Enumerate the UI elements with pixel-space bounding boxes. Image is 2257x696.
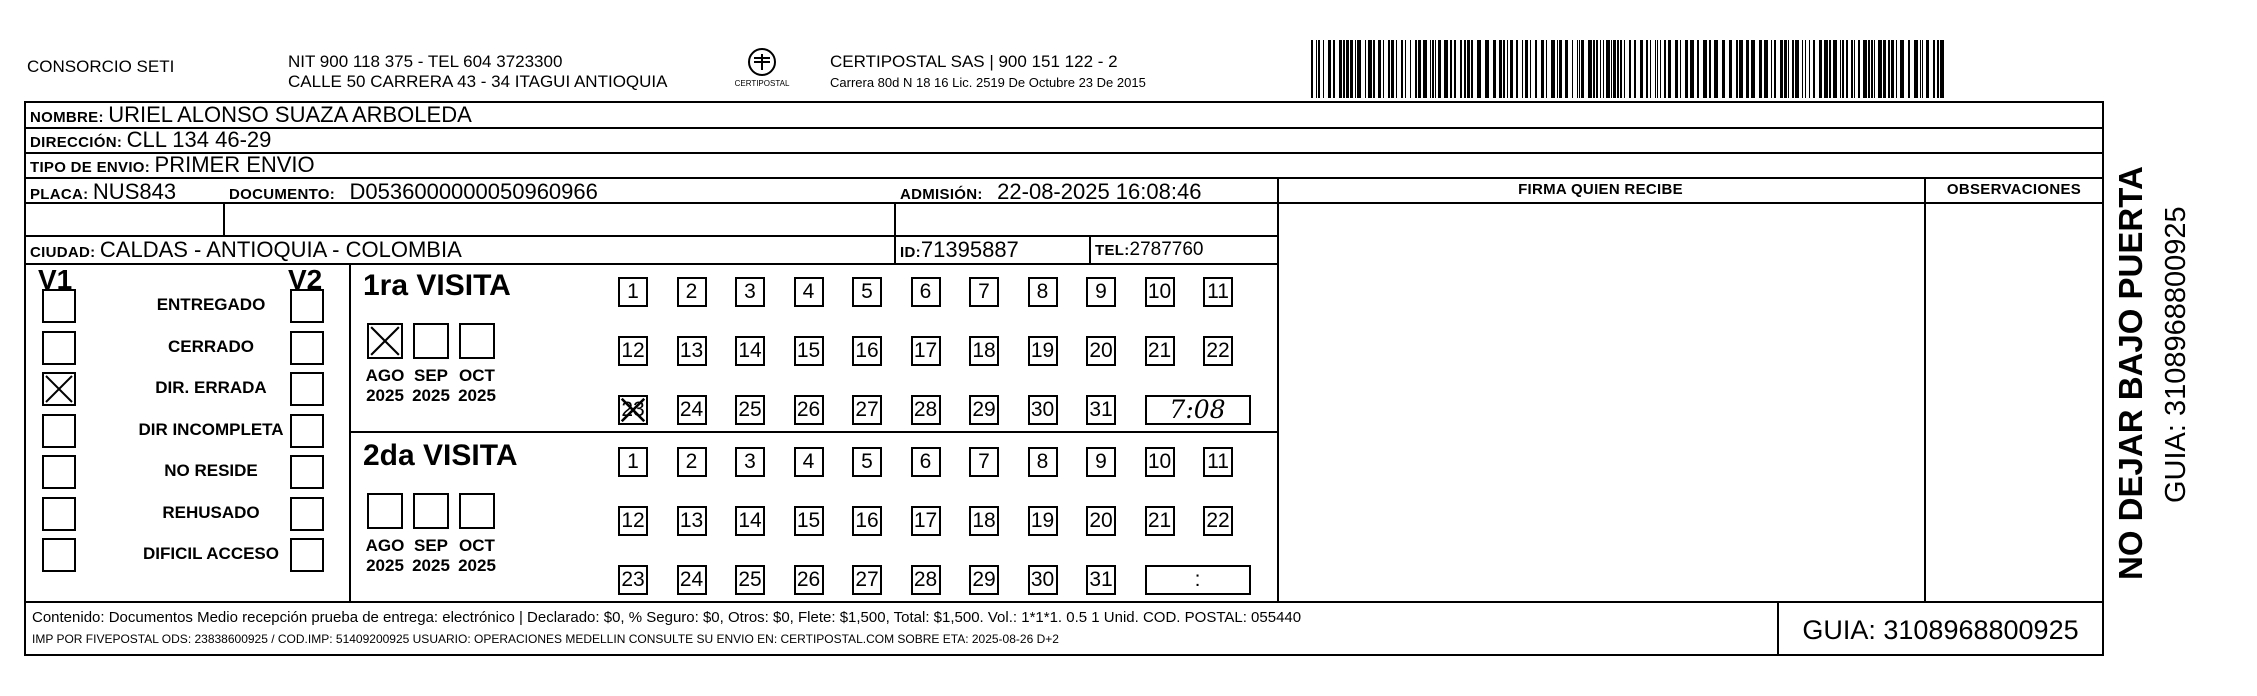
barcode-bar (1620, 40, 1622, 98)
barcode-bar (1922, 40, 1923, 98)
delivery-form (24, 101, 2104, 656)
day-box[interactable]: 30 (1028, 565, 1058, 595)
barcode-bar (1668, 40, 1671, 98)
barcode-bar (1868, 40, 1870, 98)
admision-cell (900, 179, 1201, 208)
barcode-bar (1613, 40, 1616, 98)
barcode-bar (1874, 40, 1875, 98)
barcode (1311, 40, 1945, 98)
month-checkbox[interactable] (367, 323, 403, 359)
v1-checkbox[interactable] (42, 289, 76, 323)
barcode-bar (1813, 40, 1815, 98)
barcode-bar (1819, 40, 1822, 98)
status-label: DIR INCOMPLETA (138, 419, 284, 439)
barcode-bar (1572, 40, 1573, 98)
barcode-bar (1840, 40, 1841, 98)
barcode-bar (1714, 40, 1718, 98)
barcode-bar (1746, 40, 1749, 98)
barcode-bar (1316, 40, 1317, 98)
barcode-bar (1759, 40, 1762, 98)
barcode-bar (1432, 40, 1434, 98)
day-box[interactable]: 8 (1028, 447, 1058, 477)
placa-value: NUS843 (92, 179, 177, 204)
tipo-envio-label: TIPO DE ENVIO: (30, 159, 151, 176)
barcode-bar (1541, 40, 1544, 98)
barcode-bar (1350, 40, 1353, 98)
v2-checkbox[interactable] (290, 455, 324, 489)
barcode-bar (1846, 40, 1848, 98)
logo-text: CERTIPOSTAL (734, 79, 790, 88)
observaciones-header: OBSERVACIONES (1946, 181, 2082, 198)
company-name: CONSORCIO SETI (27, 57, 175, 76)
day-box[interactable]: 18 (969, 336, 999, 366)
barcode-bar (1460, 40, 1462, 98)
barcode-bar (1485, 40, 1489, 98)
day-box[interactable]: 1 (618, 447, 648, 477)
barcode-bar (1318, 40, 1320, 98)
visit-time-box[interactable]: : (1145, 565, 1251, 595)
documento-cell (229, 179, 598, 208)
v2-checkbox[interactable] (290, 331, 324, 365)
v2-checkbox[interactable] (290, 538, 324, 572)
month-year: 2025 (458, 386, 496, 405)
barcode-bar (1611, 40, 1612, 98)
tipo-envio-value: PRIMER ENVIO (154, 152, 315, 177)
day-box[interactable]: 10 (1145, 447, 1175, 477)
barcode-bar (1357, 40, 1361, 98)
barcode-bar (1516, 40, 1518, 98)
status-label: NO RESIDE (164, 461, 258, 480)
status-label: REHUSADO (162, 502, 260, 522)
day-box[interactable]: 14 (735, 336, 765, 366)
day-box[interactable]: 13 (677, 506, 707, 536)
day-box[interactable]: 19 (1028, 336, 1058, 366)
v1-checkbox[interactable] (42, 372, 76, 406)
barcode-bar (1664, 40, 1666, 98)
barcode-bar (1914, 40, 1918, 98)
day-box[interactable]: 21 (1145, 506, 1175, 536)
day-box[interactable]: 28 (911, 565, 941, 595)
barcode-bar (1471, 40, 1473, 98)
day-box[interactable]: 20 (1086, 506, 1116, 536)
barcode-bar (1535, 40, 1537, 98)
day-box[interactable]: 31 (1086, 565, 1116, 595)
barcode-bar (1415, 40, 1417, 98)
barcode-bar (1739, 40, 1743, 98)
v2-checkbox[interactable] (290, 289, 324, 323)
documento-value: D0536000000050960966 (349, 179, 598, 204)
barcode-bar (1530, 40, 1531, 98)
barcode-bar (1343, 40, 1345, 98)
month-checkbox[interactable] (413, 323, 449, 359)
barcode-bar (1851, 40, 1853, 98)
day-box[interactable]: 14 (735, 506, 765, 536)
barcode-bar (1878, 40, 1882, 98)
barcode-bar (1802, 40, 1803, 98)
tipo-envio-row (30, 152, 315, 181)
barcode-bar (1328, 40, 1331, 98)
day-box[interactable]: 9 (1086, 447, 1116, 477)
day-box[interactable]: 31 (1086, 395, 1116, 425)
barcode-bar (1751, 40, 1755, 98)
barcode-bar (1675, 40, 1678, 98)
month-checkbox[interactable] (459, 493, 495, 529)
ciudad-cell (30, 237, 462, 266)
barcode-bar (1603, 40, 1604, 98)
day-box[interactable]: 5 (852, 447, 882, 477)
barcode-bar (1388, 40, 1390, 98)
day-box[interactable]: 8 (1028, 277, 1058, 307)
barcode-bar (1373, 40, 1375, 98)
month-name: AGO (365, 536, 405, 555)
month-year: 2025 (412, 556, 450, 575)
month-name: OCT (459, 536, 495, 555)
barcode-bar (1401, 40, 1403, 98)
status-label: DIR. ERRADA (155, 378, 267, 397)
day-box[interactable]: 12 (618, 506, 648, 536)
barcode-bar (1792, 40, 1794, 98)
barcode-bar (1657, 40, 1658, 98)
visit-1-section (351, 263, 1277, 431)
license-line: Carrera 80d N 18 16 Lic. 2519 De Octubre 23 De 2015 (830, 75, 1146, 90)
month-year: 2025 (412, 386, 450, 405)
barcode-bar (1703, 40, 1707, 98)
barcode-bar (1493, 40, 1496, 98)
barcode-bar (1507, 40, 1508, 98)
barcode-bar (1829, 40, 1831, 98)
barcode-bar (1709, 40, 1711, 98)
day-box[interactable]: 27 (852, 565, 882, 595)
day-box[interactable]: 18 (969, 506, 999, 536)
barcode-bar (1557, 40, 1558, 98)
barcode-bar (1383, 40, 1384, 98)
v1-checkbox[interactable] (42, 414, 76, 448)
barcode-bar (1888, 40, 1890, 98)
certipostal-logo (732, 46, 792, 92)
barcode-bar (1510, 40, 1513, 98)
side-guia: GUIA: 3108968800925 (2160, 206, 2192, 503)
barcode-bar (1579, 40, 1580, 98)
barcode-bar (1581, 40, 1584, 98)
barcode-bar (1697, 40, 1699, 98)
barcode-bar (1464, 40, 1466, 98)
month-year: 2025 (366, 556, 404, 575)
month-checkbox[interactable] (413, 493, 449, 529)
barcode-bar (1854, 40, 1855, 98)
id-cell (900, 237, 1019, 266)
barcode-bar (1396, 40, 1397, 98)
barcode-bar (1809, 40, 1810, 98)
barcode-bar (1805, 40, 1806, 98)
day-box[interactable]: 22 (1203, 336, 1233, 366)
barcode-bar (1908, 40, 1910, 98)
barcode-bar (1355, 40, 1356, 98)
barcode-bar (1339, 40, 1342, 98)
placa-label: PLACA: (30, 186, 89, 203)
ciudad-value: CALDAS - ANTIOQUIA - COLOMBIA (99, 237, 462, 262)
barcode-bar (1771, 40, 1772, 98)
barcode-bar (1477, 40, 1481, 98)
barcode-bar (1438, 40, 1441, 98)
barcode-bar (1896, 40, 1897, 98)
day-box[interactable]: 7 (969, 447, 999, 477)
nit-line: NIT 900 118 375 - TEL 604 3723300 (288, 52, 563, 71)
barcode-bar (1764, 40, 1768, 98)
barcode-bar (1729, 40, 1732, 98)
barcode-bar (1722, 40, 1725, 98)
barcode-bar (1559, 40, 1562, 98)
barcode-bar (1323, 40, 1324, 98)
status-section (26, 263, 349, 601)
day-box[interactable]: 26 (794, 395, 824, 425)
documento-label: DOCUMENTO: (229, 186, 336, 203)
day-box[interactable]: 19 (1028, 506, 1058, 536)
day-box[interactable]: 23 (618, 395, 648, 425)
barcode-bar (1650, 40, 1651, 98)
month-checkbox[interactable] (459, 323, 495, 359)
barcode-bar (1891, 40, 1894, 98)
footer-contenido: Contenido: Documentos Medio recepción prueba de entrega: electrónico | Declarado: $0, % Seguro: $0, Otros: $0, Flete: $1,500, Total: $1,500. Vol.: 1*1*1. 0.5 1 Unid. COD. POSTAL: 055440 (32, 609, 1302, 626)
day-box[interactable]: 22 (1203, 506, 1233, 536)
status-label: ENTREGADO (156, 295, 266, 314)
barcode-bar (1920, 40, 1921, 98)
admision-label: ADMISIÓN: (900, 186, 983, 203)
barcode-bar (1863, 40, 1867, 98)
barcode-bar (1833, 40, 1837, 98)
day-box[interactable]: 27 (852, 395, 882, 425)
barcode-bar (1435, 40, 1436, 98)
nombre-label: NOMBRE: (30, 109, 104, 126)
id-label: ID: (900, 244, 921, 261)
barcode-bar (1788, 40, 1789, 98)
barcode-bar (1467, 40, 1470, 98)
month-name: SEP (413, 366, 449, 385)
barcode-bar (1795, 40, 1799, 98)
nombre-value: URIEL ALONSO SUAZA ARBOLEDA (108, 102, 472, 127)
v1-label: V1 (38, 264, 73, 295)
admision-value: 22-08-2025 16:08:46 (997, 179, 1202, 204)
day-box[interactable]: 5 (852, 277, 882, 307)
visit-2-section (351, 433, 1277, 601)
v1-checkbox[interactable] (42, 455, 76, 489)
day-box[interactable]: 3 (735, 447, 765, 477)
barcode-bar (1499, 40, 1502, 98)
barcode-bar (1525, 40, 1528, 98)
barcode-bar (1450, 40, 1452, 98)
day-box[interactable]: 16 (852, 336, 882, 366)
v2-checkbox[interactable] (290, 372, 324, 406)
day-box[interactable]: 25 (735, 395, 765, 425)
day-box[interactable]: 6 (911, 447, 941, 477)
visit-1-title: 1ra VISITA (363, 269, 511, 302)
barcode-bar (1346, 40, 1349, 98)
day-box[interactable]: 4 (794, 447, 824, 477)
direccion-value: CLL 134 46-29 (126, 127, 272, 152)
placa-cell (30, 179, 176, 208)
barcode-bar (1937, 40, 1939, 98)
barcode-bar (1368, 40, 1372, 98)
barcode-bar (1926, 40, 1929, 98)
barcode-bar (1546, 40, 1547, 98)
day-box[interactable]: 15 (794, 506, 824, 536)
day-box[interactable]: 29 (969, 565, 999, 595)
barcode-bar (1842, 40, 1844, 98)
v2-label: V2 (288, 264, 323, 295)
v1-checkbox[interactable] (42, 538, 76, 572)
day-box[interactable]: 25 (735, 565, 765, 595)
barcode-bar (1410, 40, 1411, 98)
day-box[interactable]: 15 (794, 336, 824, 366)
barcode-bar (1454, 40, 1456, 98)
visit-time-box[interactable]: 7:08 (1145, 395, 1251, 425)
day-box[interactable]: 20 (1086, 336, 1116, 366)
day-box[interactable]: 2 (677, 277, 707, 307)
visit-2-title: 2da VISITA (363, 439, 518, 472)
barcode-bar (1430, 40, 1431, 98)
tel-cell (1095, 237, 1204, 264)
barcode-bar (1391, 40, 1394, 98)
day-box[interactable]: 11 (1203, 277, 1233, 307)
barcode-bar (1634, 40, 1636, 98)
tel-label: TEL: (1095, 242, 1130, 259)
barcode-bar (1600, 40, 1601, 98)
barcode-bar (1933, 40, 1935, 98)
barcode-bar (1780, 40, 1783, 98)
day-box[interactable]: 10 (1145, 277, 1175, 307)
barcode-bar (1365, 40, 1366, 98)
barcode-bar (1606, 40, 1610, 98)
barcode-bar (1503, 40, 1505, 98)
certipostal-line: CERTIPOSTAL SAS | 900 151 122 - 2 (830, 52, 1118, 71)
status-label: CERRADO (168, 336, 254, 356)
day-box[interactable]: 1 (618, 277, 648, 307)
barcode-bar (1858, 40, 1860, 98)
v1-checkbox[interactable] (42, 497, 76, 531)
barcode-bar (1685, 40, 1688, 98)
barcode-bar (1736, 40, 1738, 98)
barcode-bar (1629, 40, 1631, 98)
day-box[interactable]: 7 (969, 277, 999, 307)
barcode-bar (1824, 40, 1828, 98)
day-box[interactable]: 24 (677, 565, 707, 595)
v1-checkbox[interactable] (42, 331, 76, 365)
firma-header: FIRMA QUIEN RECIBE (1518, 181, 1683, 198)
barcode-bar (1444, 40, 1448, 98)
status-label: DIFICIL ACCESO (142, 544, 279, 563)
direccion-label: DIRECCIÓN: (30, 134, 123, 151)
day-box[interactable]: 26 (794, 565, 824, 595)
day-box[interactable]: 21 (1145, 336, 1175, 366)
barcode-bar (1784, 40, 1787, 98)
month-label (447, 536, 507, 576)
barcode-bar (1617, 40, 1619, 98)
day-box[interactable]: 6 (911, 277, 941, 307)
day-box[interactable]: 2 (677, 447, 707, 477)
barcode-bar (1596, 40, 1598, 98)
day-box[interactable]: 3 (735, 277, 765, 307)
barcode-bar (1646, 40, 1648, 98)
day-box[interactable]: 28 (911, 395, 941, 425)
month-name: OCT (459, 366, 495, 385)
ciudad-label: CIUDAD: (30, 244, 96, 261)
day-box[interactable]: 24 (677, 395, 707, 425)
day-box[interactable]: 23 (618, 565, 648, 595)
month-year: 2025 (458, 556, 496, 575)
month-year: 2025 (366, 386, 404, 405)
barcode-bar (1378, 40, 1381, 98)
barcode-bar (1940, 40, 1944, 98)
barcode-bar (1311, 40, 1313, 98)
barcode-bar (1883, 40, 1886, 98)
address-line: CALLE 50 CARRERA 43 - 34 ITAGUI ANTIOQUIA (288, 72, 668, 91)
side-warning: NO DEJAR BAJO PUERTA (2112, 166, 2149, 580)
barcode-bar (1588, 40, 1592, 98)
barcode-bar (1624, 40, 1625, 98)
footer-imp-line: IMP POR FIVEPOSTAL ODS: 23838600925 / COD.IMP: 51409200925 USUARIO: OPERACIONES MEDELLIN CONSULTE SU ENVIO EN: CERTIPOSTAL.COM SOBRE ETA: 2025-08-26 D+2 (32, 632, 1059, 646)
barcode-bar (1660, 40, 1661, 98)
day-box[interactable]: 30 (1028, 395, 1058, 425)
month-checkbox[interactable] (367, 493, 403, 529)
day-box[interactable]: 17 (911, 506, 941, 536)
barcode-bar (1423, 40, 1427, 98)
day-box[interactable]: 17 (911, 336, 941, 366)
barcode-bar (1577, 40, 1578, 98)
day-box[interactable]: 4 (794, 277, 824, 307)
day-box[interactable]: 12 (618, 336, 648, 366)
barcode-bar (1774, 40, 1776, 98)
month-name: AGO (365, 366, 405, 385)
month-name: SEP (413, 536, 449, 555)
barcode-bar (1565, 40, 1568, 98)
barcode-bar (1405, 40, 1406, 98)
barcode-bar (1522, 40, 1523, 98)
barcode-bar (1593, 40, 1595, 98)
month-label (447, 366, 507, 406)
id-value: 71395887 (920, 237, 1019, 262)
v2-checkbox[interactable] (290, 414, 324, 448)
barcode-bar (1871, 40, 1873, 98)
guia-box: GUIA: 3108968800925 (1802, 615, 2079, 645)
barcode-bar (1690, 40, 1694, 98)
day-box[interactable]: 16 (852, 506, 882, 536)
barcode-bar (1333, 40, 1335, 98)
day-box[interactable]: 11 (1203, 447, 1233, 477)
day-box[interactable]: 13 (677, 336, 707, 366)
day-box[interactable]: 9 (1086, 277, 1116, 307)
barcode-bar (1418, 40, 1421, 98)
day-box[interactable]: 29 (969, 395, 999, 425)
v2-checkbox[interactable] (290, 497, 324, 531)
barcode-bar (1680, 40, 1681, 98)
barcode-bar (1900, 40, 1904, 98)
barcode-bar (1655, 40, 1656, 98)
barcode-bar (1551, 40, 1555, 98)
tel-value: 2787760 (1129, 239, 1204, 260)
barcode-bar (1640, 40, 1643, 98)
